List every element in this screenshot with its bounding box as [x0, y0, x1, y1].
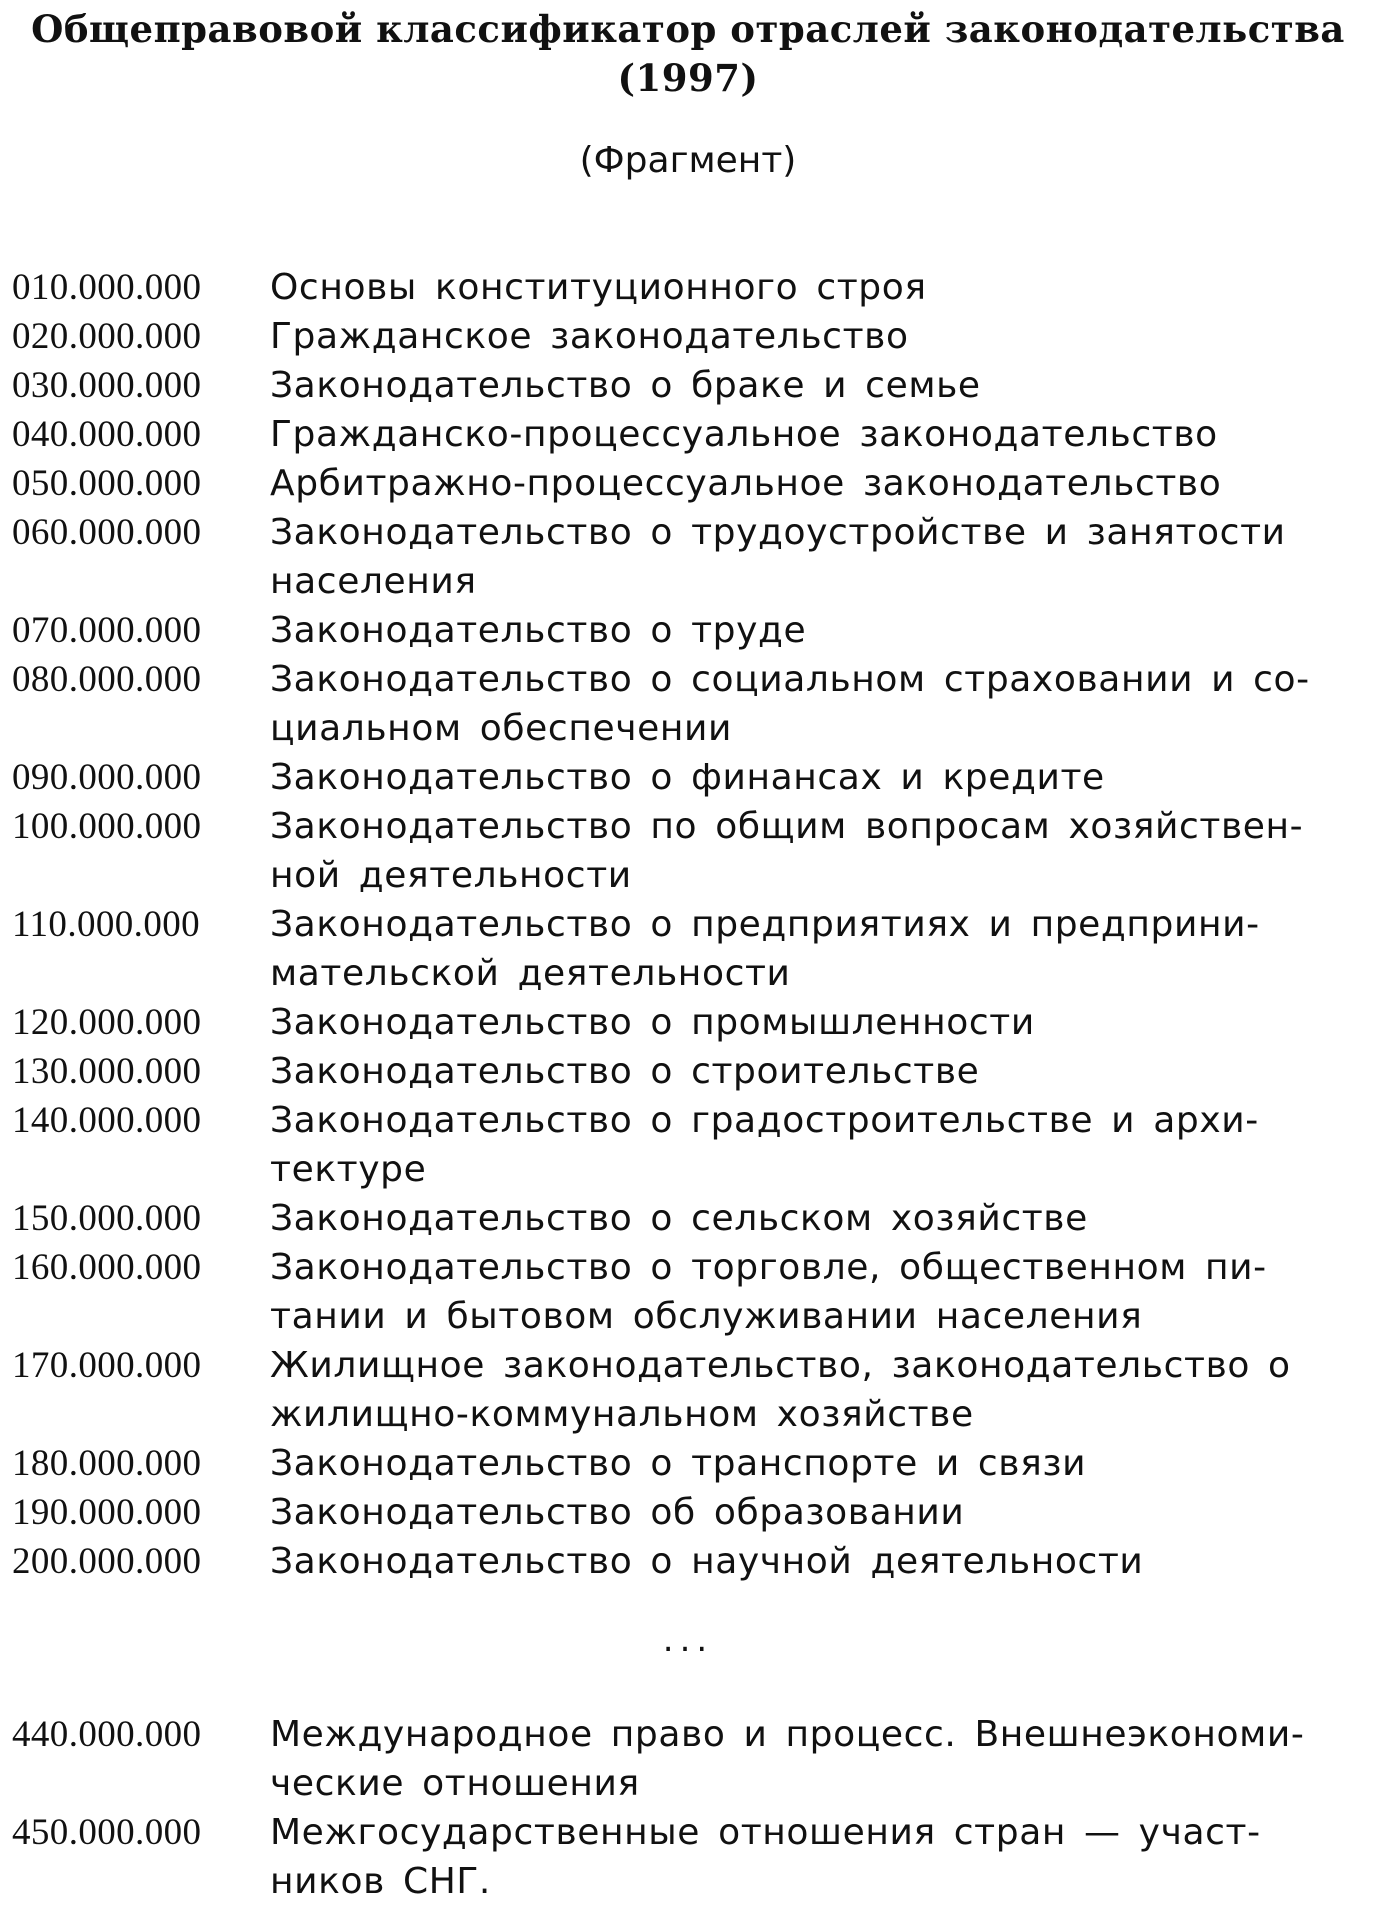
classifier-code: 090.000.000 — [12, 757, 202, 798]
classifier-code: 440.000.000 — [12, 1714, 202, 1755]
classifier-text: Гражданское законодательство — [270, 316, 909, 357]
classifier-code: 030.000.000 — [12, 365, 202, 406]
classifier-list-continued — [0, 1710, 1376, 1906]
classifier-code: 070.000.000 — [12, 610, 202, 651]
list-item — [0, 998, 1376, 1047]
classifier-text: Законодательство о градостроительстве и архи- тектуре — [270, 1100, 1259, 1190]
omission-ellipsis: ... — [662, 1620, 714, 1660]
classifier-text: Законодательство о строительстве — [270, 1051, 980, 1092]
classifier-code: 110.000.000 — [12, 904, 201, 945]
document-title-year: (1997) — [617, 56, 759, 100]
classifier-code: 200.000.000 — [12, 1541, 202, 1582]
list-item — [0, 1808, 1376, 1906]
classifier-code: 020.000.000 — [12, 316, 202, 357]
classifier-code: 120.000.000 — [12, 1002, 202, 1043]
list-item — [0, 1341, 1376, 1439]
classifier-text: Законодательство по общим вопросам хозяйствен- ной деятельности — [270, 806, 1304, 896]
classifier-code: 040.000.000 — [12, 414, 202, 455]
list-item — [0, 1439, 1376, 1488]
list-item — [0, 1488, 1376, 1537]
classifier-text: Законодательство о сельском хозяйстве — [270, 1198, 1088, 1239]
list-item — [0, 459, 1376, 508]
list-item — [0, 606, 1376, 655]
list-item — [0, 1243, 1376, 1341]
list-item — [0, 802, 1376, 900]
classifier-code: 130.000.000 — [12, 1051, 202, 1092]
list-item — [0, 655, 1376, 753]
list-item — [0, 263, 1376, 312]
classifier-text: Законодательство о промышленности — [270, 1002, 1035, 1043]
list-item — [0, 1096, 1376, 1194]
list-item — [0, 312, 1376, 361]
list-item — [0, 753, 1376, 802]
list-item — [0, 410, 1376, 459]
list-item — [0, 361, 1376, 410]
classifier-code: 060.000.000 — [12, 512, 202, 553]
classifier-text: Международное право и процесс. Внешнеэкономи- ческие отношения — [270, 1714, 1305, 1804]
classifier-text: Законодательство о транспорте и связи — [270, 1443, 1087, 1484]
classifier-text: Законодательство о браке и семье — [270, 365, 981, 406]
classifier-text: Межгосударственные отношения стран — участ- ников СНГ. — [270, 1812, 1261, 1902]
classifier-code: 170.000.000 — [12, 1345, 202, 1386]
classifier-code: 080.000.000 — [12, 659, 202, 700]
classifier-text: Законодательство о финансах и кредите — [270, 757, 1105, 798]
classifier-code: 050.000.000 — [12, 463, 202, 504]
classifier-text: Законодательство о труде — [270, 610, 807, 651]
classifier-text: Законодательство о торговле, общественном пи- тании и бытовом обслуживании населения — [270, 1247, 1267, 1337]
classifier-code: 180.000.000 — [12, 1443, 202, 1484]
classifier-text: Законодательство о предприятиях и предприни- мательской деятельности — [270, 904, 1260, 994]
classifier-code: 100.000.000 — [12, 806, 202, 847]
classifier-list — [0, 263, 1376, 1586]
classifier-text: Арбитражно-процессуальное законодательство — [270, 463, 1222, 504]
classifier-text: Основы конституционного строя — [270, 267, 927, 308]
classifier-code: 010.000.000 — [12, 267, 202, 308]
classifier-code: 150.000.000 — [12, 1198, 202, 1239]
list-item — [0, 1047, 1376, 1096]
classifier-text: Законодательство об образовании — [270, 1492, 965, 1533]
list-item — [0, 1194, 1376, 1243]
classifier-text: Гражданско-процессуальное законодательство — [270, 414, 1218, 455]
classifier-code: 160.000.000 — [12, 1247, 202, 1288]
classifier-text: Законодательство о трудоустройстве и занятости населения — [270, 512, 1286, 602]
classifier-text: Законодательство о социальном страховании и со- циальном обеспечении — [270, 659, 1310, 749]
classifier-code: 450.000.000 — [12, 1812, 202, 1853]
list-item — [0, 900, 1376, 998]
list-item — [0, 1537, 1376, 1586]
classifier-code: 190.000.000 — [12, 1492, 202, 1533]
document-title: Общеправовой классификатор отраслей законодательства — [31, 7, 1345, 51]
classifier-text: Законодательство о научной деятельности — [270, 1541, 1144, 1582]
classifier-code: 140.000.000 — [12, 1100, 202, 1141]
classifier-text: Жилищное законодательство, законодательство о жилищно-коммунальном хозяйстве — [270, 1345, 1291, 1435]
list-item — [0, 1710, 1376, 1808]
list-item — [0, 508, 1376, 606]
document-subtitle: (Фрагмент) — [579, 140, 797, 181]
